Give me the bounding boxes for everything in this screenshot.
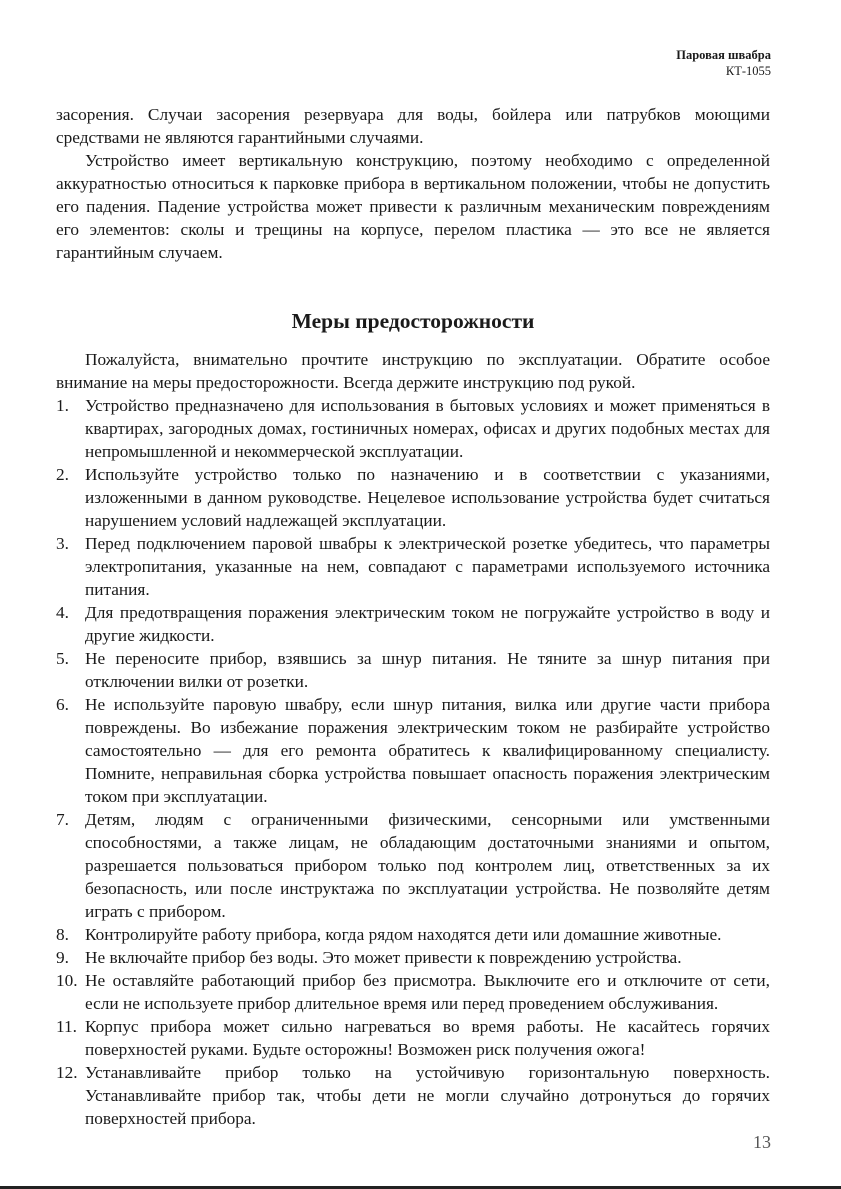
list-item-number: 8. (56, 925, 69, 944)
list-item (56, 923, 770, 946)
list-item (56, 394, 770, 463)
list-item-text: Не оставляйте работающий прибор без присмотра. Выключите его и отключите от сети, если не используете прибор длительное время или перед проведением обслуживания. (85, 971, 770, 1013)
list-item-number: 7. (56, 810, 69, 829)
list-item-text: Перед подключением паровой швабры к электрической розетке убедитесь, что параметры электропитания, указанные на нем, совпадают с параметрами используемого источника питания. (85, 534, 770, 599)
running-header (676, 47, 771, 79)
list-item-number: 10. (56, 971, 78, 990)
list-item-number: 12. (56, 1063, 78, 1082)
list-item-text: Не переносите прибор, взявшись за шнур питания. Не тяните за шнур питания при отключении вилки от розетки. (85, 649, 770, 691)
list-item-number: 9. (56, 948, 69, 967)
list-item-number: 6. (56, 695, 69, 714)
list-item-text: Не используйте паровую швабру, если шнур питания, вилка или другие части прибора повреждены. Во избежание поражения электрическим током не разбирайте устройство самостоятельно — для его ремонта обратитесь к квалифицированному специалисту. Помните, неправильная сборка устройства повышает опасность поражения электрическим током при эксплуатации. (85, 695, 770, 806)
list-item (56, 532, 770, 601)
list-item-text: Устройство предназначено для использования в бытовых условиях и может применяться в квартирах, загородных домах, гостиничных номерах, офисах и других подобных местах для непромышленной и некоммерческой эксплуатации. (85, 396, 770, 461)
list-item-number: 3. (56, 534, 69, 553)
section-lead: Пожалуйста, внимательно прочтите инструкцию по эксплуатации. Обратите особое внимание на меры предосторожности. Всегда держите инструкцию под рукой. (56, 350, 770, 392)
page-content (56, 103, 770, 1130)
list-item-text: Для предотвращения поражения электрическим током не погружайте устройство в воду и другие жидкости. (85, 603, 770, 645)
page-number: 13 (753, 1132, 771, 1152)
list-item (56, 808, 770, 923)
list-item-number: 1. (56, 396, 69, 415)
list-item-number: 2. (56, 465, 69, 484)
list-item-text: Устанавливайте прибор только на устойчивую горизонтальную поверхность. Устанавливайте прибор так, чтобы дети не могли случайно дотронуться до горячих поверхностей прибора. (85, 1063, 770, 1128)
header-model: КТ-1055 (725, 64, 771, 78)
intro-paragraph: засорения. Случаи засорения резервуара для воды, бойлера или патрубков моющими средствами не являются гарантийными случаями. (56, 105, 770, 147)
list-item-text: Контролируйте работу прибора, когда рядом находятся дети или домашние животные. (85, 925, 722, 944)
list-item-number: 11. (56, 1017, 77, 1036)
list-item (56, 1015, 770, 1061)
list-item-number: 5. (56, 649, 69, 668)
list-item (56, 647, 770, 693)
list-item (56, 1061, 770, 1130)
list-item-text: Детям, людям с ограниченными физическими, сенсорными или умственными способностями, а также лицам, не обладающим достаточными знаниями и опытом, разрешается пользоваться прибором только под контролем лиц, ответственных за их безопасность, или после инструктажа по эксплуатации устройства. Не позволяйте детям играть с прибором. (85, 810, 770, 921)
list-item (56, 969, 770, 1015)
intro-paragraph: Устройство имеет вертикальную конструкцию, поэтому необходимо с определенной аккуратностью относиться к парковке прибора в вертикальном положении, чтобы не допустить его падения. Падение устройства может привести к различным механическим повреждениям его элементов: сколы и трещины на корпусе, перелом пластика — это все не является гарантийным случаем. (56, 151, 770, 262)
list-item (56, 946, 770, 969)
header-title: Паровая швабра (676, 48, 771, 62)
list-item (56, 693, 770, 808)
list-item-text: Не включайте прибор без воды. Это может привести к повреждению устройства. (85, 948, 682, 967)
list-item-text: Используйте устройство только по назначению и в соответствии с указаниями, изложенными в данном руководстве. Нецелевое использование устройства будет считаться нарушением условий надлежащей эксплуатации. (85, 465, 770, 530)
precautions-list (56, 394, 770, 1130)
list-item (56, 463, 770, 532)
list-item-text: Корпус прибора может сильно нагреваться во время работы. Не касайтесь горячих поверхностей руками. Будьте осторожны! Возможен риск получения ожога! (85, 1017, 770, 1059)
list-item (56, 601, 770, 647)
section-heading: Меры предосторожности (291, 309, 535, 333)
list-item-number: 4. (56, 603, 69, 622)
